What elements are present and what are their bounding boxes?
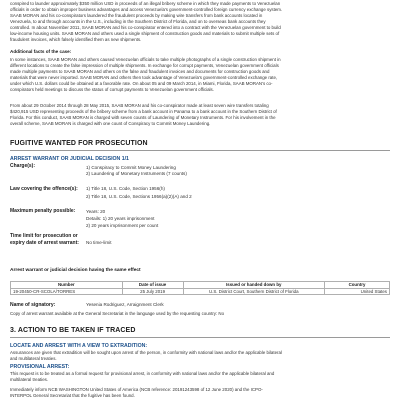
text-line: made multiple payments to SAAB MORAN and others on the false and fraudulent invoices and documents for construction goods and	[10, 69, 270, 74]
text-line: materials that were never imported. SAAB MORAN and others then took advantage of Venezuela's government-controlled exchange rate,	[10, 75, 278, 80]
table-cell: 25 July 2019	[122, 288, 183, 295]
text-line: SAAB MORAN and his co-conspirators laundered the fraudulent proceeds by making wire transfers from bank accounts located in	[10, 13, 263, 18]
column-header: Number	[11, 282, 123, 289]
text-line: different locations to create the false impression of multiple shipments. In exchange for corrupt payments, Venezuelan government officials	[10, 63, 279, 68]
text-line: conspirators held meetings to discuss the status of corrupt payments to Venezuelan government officials.	[10, 87, 214, 92]
locate-arrest-heading: LOCATE AND ARREST WITH A VIEW TO EXTRADITION:	[10, 343, 148, 349]
section-title-action: 3. ACTION TO BE TAKEN IF TRACED	[10, 327, 136, 334]
penalty-detail: 2) 20 years imprisonment per count	[86, 223, 159, 228]
text-line: From about 29 October 2014 through 28 May 2015, SAAB MORAN and his co-conspirator made at least seven wire transfers totaling	[10, 103, 269, 108]
decision-heading: Arrest warrant or judicial decision having the same effect	[10, 268, 141, 273]
text-line: multilateral treaties.	[10, 377, 49, 382]
table-cell: U.S. District Court, Southern District of Florida	[183, 288, 324, 295]
penalty-detail: Details: 1) 20 years imprisonment	[86, 216, 155, 221]
text-line: conspired to launder approximately $350 million USD in proceeds of an illegal bribery scheme in which they made payments to Venezuelan	[10, 1, 281, 6]
law-item: 1) Title 18, U.S. Code, Section 1956(h)	[86, 186, 165, 191]
charge-item: 1) Conspiracy to Commit Money Laundering	[86, 165, 176, 170]
text-line: and multilateral treaties.	[10, 356, 57, 361]
text-line: Venezuela, to and through accounts in the U.S., including in the Southern District of Florida, and on to overseas bank accounts they	[10, 19, 266, 24]
copy-availability-note: Copy of arrest warrant available at the General Secretariat in the language used by the requesting country: No	[10, 311, 225, 316]
text-line: low-income housing units. SAAB MORAN and others used a single shipment of construction goods and materials to submit multiple sets of	[10, 31, 280, 36]
text-line: This request is to be treated as a formal request for provisional arrest, in conformity with national laws and/or the applicable bilateral and	[10, 371, 275, 376]
provisional-arrest-heading: PROVISIONAL ARREST:	[10, 364, 70, 370]
column-header: Date of issue	[122, 282, 183, 289]
time-limit-label: Time limit for prosecution or	[10, 233, 78, 239]
text-line: fraudulent invoices, which falsely identified them as new shipments.	[10, 37, 142, 42]
text-line: under which U.S. dollars could be obtained at a favorable rate. On about 05 and 09 March 2014, in Miami, Florida, SAAB MORAN's co-	[10, 81, 273, 86]
penalty-years: Years: 20	[86, 209, 106, 214]
text-line: INTERPOL General Secretariat that the fugitive has been found.	[10, 393, 135, 398]
text-line: overall scheme, SAAB MORAN is charged with one count of Conspiracy to Commit Money Laundering.	[10, 121, 211, 126]
text-line: Florida. For this conduct, SAAB MORAN is charged with seven counts of Laundering of Monetary Instruments. For his involvement in the	[10, 115, 276, 120]
table-cell: 19-20450-CR-SCOLA/TORRES	[11, 288, 123, 295]
charge-item: 2) Laundering of Monetary Instruments (7 counts)	[86, 171, 187, 176]
arrest-warrant-heading: ARREST WARRANT OR JUDICIAL DECISION 1/1	[10, 156, 129, 162]
text-line: $420,915 USD representing proceeds of the bribery scheme from a bank account in Panama to a bank account in the Southern District of	[10, 109, 277, 114]
text-line: officials in order to obtain improper business advantages and access Venezuela's government-controlled foreign currency exchange system.	[10, 7, 283, 12]
text-line: Assurances are given that extradition will be sought upon arrest of the person, in conformity with national laws and/or the applicable bilateral	[10, 350, 282, 355]
column-header: Country	[324, 282, 389, 289]
penalty-label: Maximum penalty possible:	[10, 208, 76, 214]
section-divider	[10, 337, 390, 338]
law-label: Law covering the offence(s):	[10, 186, 78, 192]
signatory-label: Name of signatory:	[10, 302, 56, 308]
text-line: Immediately inform NCB WASHINGTON United States of America (NCB reference: 20191243598 of 12 June 2020) and the ICPO-	[10, 387, 263, 392]
time-limit-value: No time-limit	[86, 240, 112, 245]
section-title-fugitive-wanted: FUGITIVE WANTED FOR PROSECUTION	[10, 140, 148, 147]
text-line: controlled. In about November 2011, SAAB MORAN and his co-conspirator entered into a contract with the Venezuelan government to build	[10, 25, 281, 30]
text-line: In some instances, SAAB MORAN and others caused Venezuelan officials to take multiple photographs of a single construction shipment in	[10, 57, 281, 62]
signatory-value: Yesenia Rodriguez, Arraignment Clerk	[86, 302, 164, 307]
time-limit-label: expiry date of arrest warrant:	[10, 240, 79, 246]
section-divider	[10, 150, 390, 151]
law-item: 2) Title 18, U.S. Code, Sections 1956(a)(2)(A) and 2	[86, 194, 192, 199]
charges-label: Charge(s):	[10, 163, 36, 169]
arrest-warrant-table	[10, 281, 390, 295]
column-header: Issued or handed down by	[183, 282, 324, 289]
table-cell: United States	[324, 288, 389, 295]
table-row	[11, 288, 390, 295]
additional-facts-heading: Additional facts of the case:	[10, 49, 72, 54]
